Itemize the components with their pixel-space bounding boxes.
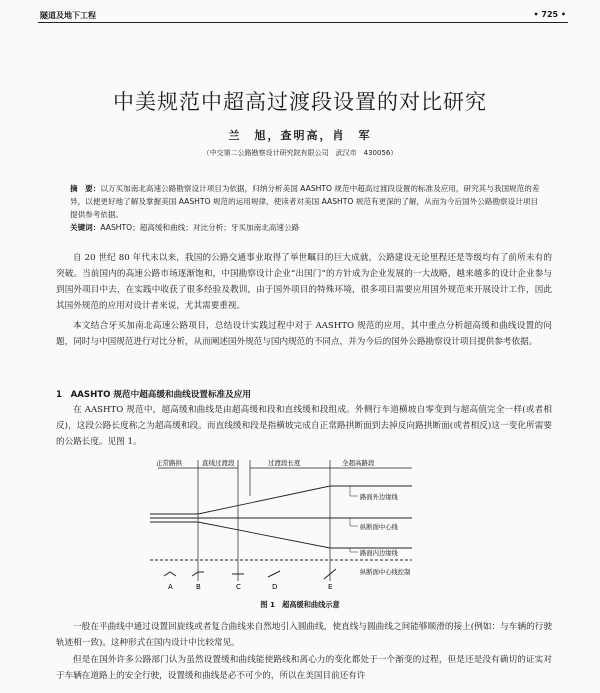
section-label-b: B <box>196 583 201 591</box>
journal-name: 隧道及地下工程 <box>40 11 96 20</box>
label-centerline: 纵断面中心线 <box>360 524 398 531</box>
section-label-e: E <box>328 583 333 591</box>
running-header <box>38 8 568 23</box>
label-outer-edge: 路面外边缘线 <box>360 494 398 501</box>
figure-caption: 图 1 超高缓和曲线示意 <box>260 600 340 609</box>
paragraph-scope: 本文结合牙买加南北高速公路项目，总结设计实践过程中对于 AASHTO 规范的应用，其中重点分析超高缓和曲线设置的问题，同时与中国规范进行对比分析，从而阐述国外规范与国内规范的不同点，并为今后的国外公路勘察设计项目提供参考依据。 <box>56 321 552 347</box>
label-tangent-runout: 直线过渡段 <box>202 459 235 467</box>
paragraph-spiral: 一般在平曲线中通过设置回旋线或者复合曲线来自然地引入圆曲线，使直线与圆曲线之间能够顺滑的接上(例如：与车辆的行驶轨迹相一致)。这种形式在国内设计中比较常见。 <box>56 622 552 648</box>
abstract-label: 摘 要： <box>70 184 101 193</box>
label-inner-edge: 路面内边缘线 <box>360 550 398 557</box>
paragraph-foreign-practice: 但是在国外许多公路部门认为虽然设置缓和曲线能使路线和离心力的变化都处于一个渐变的过程，但是还是没有确切的证实对于车辆在道路上的安全行驶，设置缓和曲线是必不可少的，所以在美国目前还有许 <box>56 655 552 681</box>
keywords-label: 关键词： <box>70 223 101 232</box>
keywords-text: AASHTO；超高缓和曲线；对比分析；牙买加南北高速公路 <box>100 223 300 232</box>
paper-title: 中美规范中超高过渡段设置的对比研究 <box>113 90 487 114</box>
label-normal-crown: 正常路拱 <box>156 459 182 467</box>
abstract <box>70 182 540 221</box>
label-runoff: 过渡段长度 <box>268 459 301 467</box>
section-heading: 1 AASHTO 规范中超高缓和曲线设置标准及应用 <box>56 390 251 400</box>
figure-superelevation-diagram <box>150 456 460 592</box>
section-label-a: A <box>168 583 173 591</box>
paragraph-definition: 在 AASHTO 规范中，超高缓和曲线是由超高缓和段和直线缓和段组成。外侧行车道横坡自零变到与超高值完全一样(或者相反)，这段公路长度称之为超高缓和段。而直线缓和段是指横坡完成自正常路拱断面到去掉反向路拱断面(或者相反)这一变化所需要的公路长度。见图 1。 <box>56 405 552 447</box>
label-full-super: 全超高路段 <box>342 459 375 467</box>
section-label-c: C <box>236 583 241 591</box>
paragraph-intro: 自 20 世纪 80 年代末以来，我国的公路交通事业取得了举世瞩目的巨大成就，公路建设无论里程还是等级均有了前所未有的突破。当前国内的高速公路市场逐渐饱和，中国勘察设计企业“出国门”的方针成为企业发展的一大战略，越来越多的设计企业参与到国外项目中去，在实践中收获了很多经验及教训，由于国外项目的特殊环境，很多项目需要应用国外规范来开展设计工作，因此其国外规范的应用对设计者来说，尤其需要重视。 <box>56 253 552 311</box>
author-list: 兰 旭，查明高，肖 军 <box>228 129 372 142</box>
abstract-text: 以万买加南北高速公路勘察设计项目为依据，归纳分析美国 AASHTO 规范中超高过渡段设置的标准及应用，研究其与我国规范的差异，以便更好地了解及掌握美国 AASHTO 规范的运用规律，使读者对美国 AASHTO 规范有更深的了解，从而为今后国外公路勘察设计项目提供参考依据。 <box>70 184 540 219</box>
affiliation: （中交第二公路勘察设计研究院有限公司 武汉市 430056） <box>202 149 398 157</box>
section-label-d: D <box>272 583 278 591</box>
label-inner-profile: 纵断面中心线控制 <box>360 569 411 576</box>
keywords <box>70 222 540 233</box>
page-number: • 725 • <box>533 10 566 19</box>
